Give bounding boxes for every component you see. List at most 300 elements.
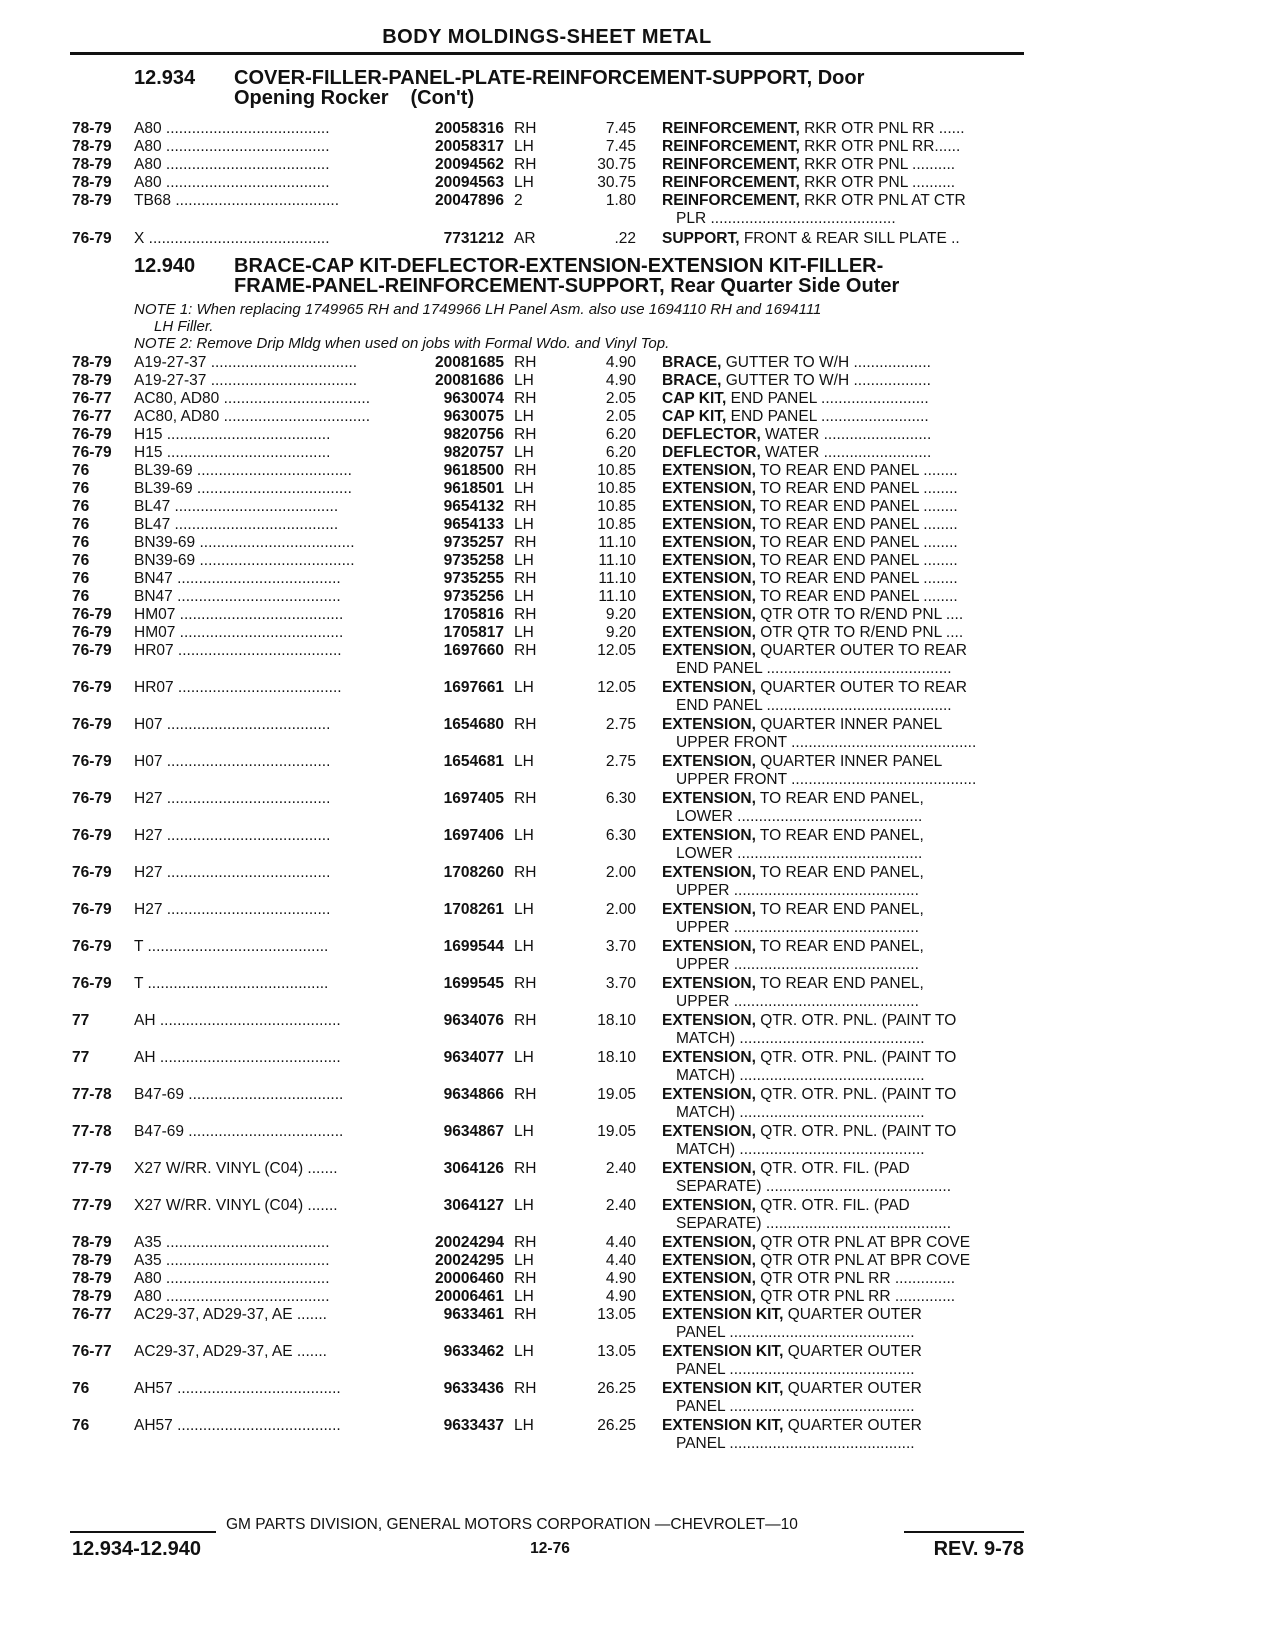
description-detail: QTR. OTR. FIL. (PAD [755,1197,910,1214]
price: 18.10 [597,1049,636,1066]
description-continued: UPPER FRONT ........................................... [676,771,977,788]
part-number: 20094563 [435,174,504,191]
footer-section-range: 12.934-12.940 [72,1538,202,1560]
description-continued: MATCH) ........................................... [676,1067,925,1084]
quantity: RH [514,498,537,515]
quantity: LH [514,552,534,569]
model-code: BN39-69 .................................... [134,552,355,569]
quantity: RH [514,156,537,173]
description-noun: EXTENSION, [662,1270,756,1287]
section-title-line2: Opening Rocker [234,87,389,109]
model-code: H27 ...................................... [134,864,331,881]
model-code: T .......................................... [134,975,329,992]
price: .22 [614,230,636,247]
description-continued: UPPER FRONT ........................................... [676,734,977,751]
price: 9.20 [605,606,636,623]
description-continued: UPPER ........................................... [676,956,919,973]
model-year: 77 [72,1012,90,1029]
model-year: 76 [72,462,90,479]
description-detail: FRONT & REAR SILL PLATE .. [739,230,960,247]
description-noun: EXTENSION, [662,827,756,844]
part-number: 1697661 [443,679,504,696]
description-continued: PLR ........................................... [676,210,896,227]
part-number: 9630074 [443,390,504,407]
description [662,790,1024,808]
part-number: 9735258 [443,552,504,569]
price: 4.90 [605,1270,636,1287]
part-number: 9654133 [443,516,504,533]
part-number: 9735255 [443,570,504,587]
price: 6.30 [605,790,636,807]
model-year: 78-79 [72,120,112,137]
description-detail: QTR. OTR. PNL. (PAINT TO [755,1123,957,1140]
description-noun: REINFORCEMENT, [662,138,800,155]
description-noun: EXTENSION, [662,534,756,551]
model-year: 77-79 [72,1160,112,1177]
description [662,975,1024,993]
description [662,864,1024,882]
quantity: RH [514,1086,537,1103]
model-year: 76 [72,1417,90,1434]
quantity: RH [514,120,537,137]
description-noun: EXTENSION, [662,975,756,992]
description-detail: RKR OTR PNL RR ...... [799,120,965,137]
quantity: RH [514,1012,537,1029]
description [662,552,1024,570]
description [662,1288,1024,1306]
model-code: H15 ...................................... [134,444,331,461]
description [662,192,1024,210]
description-noun: EXTENSION, [662,642,756,659]
description-noun: EXTENSION KIT, [662,1306,784,1323]
description [662,570,1024,588]
description-detail: QTR OTR PNL AT BPR COVE [755,1252,971,1269]
model-code: TB68 ...................................... [134,192,339,209]
quantity: LH [514,1049,534,1066]
description-detail: TO REAR END PANEL, [755,938,924,955]
description-detail: QTR OTR TO R/END PNL .... [755,606,964,623]
description [662,1252,1024,1270]
quantity: LH [514,444,534,461]
part-number: 9735256 [443,588,504,605]
price: 10.85 [597,516,636,533]
description-noun: EXTENSION, [662,790,756,807]
description-noun: EXTENSION, [662,1234,756,1251]
part-number: 1697406 [443,827,504,844]
price: 13.05 [597,1306,636,1323]
quantity: RH [514,354,537,371]
description-continued: UPPER ........................................... [676,993,919,1010]
part-number: 1699544 [443,938,504,955]
model-code: A19-27-37 .................................. [134,354,358,371]
quantity: LH [514,372,534,389]
description-detail: QUARTER OUTER TO REAR [755,679,967,696]
description-noun: CAP KIT, [662,390,727,407]
part-number: 1654681 [443,753,504,770]
description [662,498,1024,516]
model-code: AH .......................................... [134,1049,341,1066]
part-number: 9634076 [443,1012,504,1029]
model-year: 76-79 [72,901,112,918]
price: 12.05 [597,642,636,659]
price: 30.75 [597,174,636,191]
description-detail: TO REAR END PANEL, [755,790,924,807]
description [662,120,1024,138]
model-code: HR07 ...................................... [134,642,342,659]
model-year: 76 [72,480,90,497]
description-continued: SEPARATE) ........................................... [676,1178,952,1195]
model-year: 76 [72,498,90,515]
description-detail: GUTTER TO W/H .................. [721,372,931,389]
part-number: 9820757 [443,444,504,461]
quantity: RH [514,864,537,881]
model-year: 76-79 [72,938,112,955]
description-detail: TO REAR END PANEL ........ [755,534,958,551]
model-code: BL39-69 .................................... [134,462,352,479]
description-noun: DEFLECTOR, [662,426,761,443]
description [662,156,1024,174]
quantity: LH [514,480,534,497]
footer-rule-left [70,1531,216,1533]
quantity: RH [514,790,537,807]
price: 10.85 [597,462,636,479]
description-detail: QUARTER OUTER [783,1380,922,1397]
model-year: 76-79 [72,230,112,247]
description [662,354,1024,372]
model-year: 78-79 [72,174,112,191]
model-year: 76-79 [72,790,112,807]
part-number: 20024295 [435,1252,504,1269]
description-detail: RKR OTR PNL RR...... [799,138,961,155]
price: 26.25 [597,1417,636,1434]
model-year: 76-79 [72,679,112,696]
footer-publisher: GM PARTS DIVISION, GENERAL MOTORS CORPORATION —CHEVROLET—10 [226,1516,798,1533]
quantity: LH [514,1288,534,1305]
quantity: LH [514,827,534,844]
footer-revision: REV. 9-78 [933,1538,1024,1560]
model-year: 76-79 [72,642,112,659]
price: 11.10 [598,570,636,587]
model-code: BL47 ...................................... [134,498,339,515]
model-code: AC29-37, AD29-37, AE ....... [134,1343,327,1360]
price: 2.75 [605,716,636,733]
description [662,390,1024,408]
description-detail: QTR OTR PNL RR .............. [755,1288,956,1305]
model-code: A80 ...................................... [134,1288,330,1305]
model-code: A80 ...................................... [134,1270,330,1287]
model-code: A19-27-37 .................................. [134,372,358,389]
price: 4.40 [605,1234,636,1251]
section-title-line1: BRACE-CAP KIT-DEFLECTOR-EXTENSION-EXTENSION KIT-FILLER- [234,255,884,277]
part-number: 1708260 [443,864,504,881]
description-detail: TO REAR END PANEL, [755,864,924,881]
price: 3.70 [605,938,636,955]
model-code: BN39-69 .................................... [134,534,355,551]
price: 4.40 [605,1252,636,1269]
section-number: 12.934 [134,67,196,89]
quantity: RH [514,716,537,733]
model-year: 76-79 [72,426,112,443]
price: 2.75 [605,753,636,770]
description-detail: QTR OTR PNL RR .............. [755,1270,956,1287]
model-year: 76-77 [72,408,112,425]
description-continued: PANEL ........................................... [676,1435,915,1452]
description-continued: MATCH) ........................................... [676,1104,925,1121]
model-year: 76 [72,1380,90,1397]
description [662,901,1024,919]
description [662,1380,1024,1398]
model-year: 76 [72,516,90,533]
part-number: 9634866 [443,1086,504,1103]
description [662,426,1024,444]
description-continued: PANEL ........................................... [676,1398,915,1415]
description-noun: EXTENSION, [662,1197,756,1214]
description-noun: EXTENSION, [662,1049,756,1066]
part-number: 9633462 [443,1343,504,1360]
price: 11.10 [598,588,636,605]
model-code: A80 ...................................... [134,174,330,191]
description-continued: END PANEL ........................................... [676,697,952,714]
price: 4.90 [605,354,636,371]
description-detail: TO REAR END PANEL ........ [755,498,958,515]
quantity: LH [514,901,534,918]
model-code: BL39-69 .................................... [134,480,352,497]
part-number: 9633436 [443,1380,504,1397]
description-continued: PANEL ........................................... [676,1361,915,1378]
description [662,230,1024,248]
model-code: HR07 ...................................... [134,679,342,696]
part-number: 9633461 [443,1306,504,1323]
model-code: H27 ...................................... [134,790,331,807]
description-detail: TO REAR END PANEL, [755,975,924,992]
note-2: NOTE 2: Remove Drip Mldg when used on jobs with Formal Wdo. and Vinyl Top. [134,335,670,352]
model-code: H07 ...................................... [134,716,331,733]
price: 11.10 [598,534,636,551]
price: 11.10 [598,552,636,569]
part-number: 20006461 [435,1288,504,1305]
description-noun: DEFLECTOR, [662,444,761,461]
description-noun: EXTENSION, [662,462,756,479]
description-detail: QUARTER INNER PANEL [755,716,943,733]
description-continued: UPPER ........................................... [676,919,919,936]
model-code: AC80, AD80 .................................. [134,408,371,425]
price: 7.45 [605,120,636,137]
price: 9.20 [605,624,636,641]
quantity: RH [514,606,537,623]
description-noun: REINFORCEMENT, [662,156,800,173]
description [662,588,1024,606]
quantity: LH [514,1252,534,1269]
price: 2.05 [605,390,636,407]
price: 2.00 [605,864,636,881]
model-year: 76-77 [72,1306,112,1323]
description-continued: UPPER ........................................... [676,882,919,899]
description-noun: EXTENSION KIT, [662,1417,784,1434]
price: 13.05 [597,1343,636,1360]
description-continued: END PANEL ........................................... [676,660,952,677]
description-detail: WATER ......................... [760,444,932,461]
price: 6.30 [605,827,636,844]
description-noun: BRACE, [662,372,722,389]
part-number: 20081686 [435,372,504,389]
description-detail: QTR. OTR. PNL. (PAINT TO [755,1012,957,1029]
description-detail: QUARTER OUTER TO REAR [755,642,967,659]
model-code: BN47 ...................................... [134,570,341,587]
quantity: LH [514,679,534,696]
quantity: LH [514,1197,534,1214]
quantity: LH [514,588,534,605]
description-detail: TO REAR END PANEL ........ [755,480,958,497]
quantity: LH [514,938,534,955]
description-detail: TO REAR END PANEL, [755,901,924,918]
part-number: 20094562 [435,156,504,173]
model-code: H15 ...................................... [134,426,331,443]
price: 2.00 [605,901,636,918]
description [662,642,1024,660]
quantity: RH [514,642,537,659]
description-noun: EXTENSION, [662,498,756,515]
description-noun: EXTENSION, [662,588,756,605]
description-detail: RKR OTR PNL .......... [799,174,956,191]
part-number: 20058317 [435,138,504,155]
model-code: X27 W/RR. VINYL (C04) ....... [134,1160,338,1177]
part-number: 1705817 [443,624,504,641]
model-year: 76 [72,570,90,587]
price: 26.25 [597,1380,636,1397]
model-year: 76-79 [72,716,112,733]
model-year: 78-79 [72,1270,112,1287]
model-code: A80 ...................................... [134,156,330,173]
section-title-line1: COVER-FILLER-PANEL-PLATE-REINFORCEMENT-SUPPORT, Door [234,67,865,89]
quantity: RH [514,1380,537,1397]
model-year: 76-79 [72,975,112,992]
quantity: LH [514,753,534,770]
description-detail: RKR OTR PNL .......... [799,156,956,173]
model-code: X .......................................... [134,230,330,247]
description-detail: RKR OTR PNL AT CTR [799,192,966,209]
part-number: 20081685 [435,354,504,371]
model-year: 76-77 [72,1343,112,1360]
description [662,444,1024,462]
part-number: 7731212 [443,230,504,247]
description-noun: EXTENSION, [662,624,756,641]
quantity: RH [514,390,537,407]
description [662,1012,1024,1030]
description-noun: EXTENSION, [662,606,756,623]
model-year: 78-79 [72,1234,112,1251]
description-noun: EXTENSION, [662,901,756,918]
description [662,372,1024,390]
description-noun: REINFORCEMENT, [662,174,800,191]
model-code: AH .......................................... [134,1012,341,1029]
description [662,174,1024,192]
model-year: 76-79 [72,827,112,844]
model-year: 78-79 [72,372,112,389]
model-year: 77-78 [72,1123,112,1140]
description-continued: LOWER ........................................... [676,808,923,825]
part-number: 1697660 [443,642,504,659]
model-code: A35 ...................................... [134,1252,330,1269]
model-year: 76-79 [72,864,112,881]
model-year: 78-79 [72,1252,112,1269]
model-code: AH57 ...................................... [134,1417,341,1434]
description [662,138,1024,156]
model-code: T .......................................... [134,938,329,955]
model-code: BN47 ...................................... [134,588,341,605]
model-code: HM07 ...................................... [134,624,344,641]
price: 3.70 [605,975,636,992]
model-year: 76 [72,552,90,569]
description [662,624,1024,642]
quantity: RH [514,534,537,551]
model-code: AH57 ...................................... [134,1380,341,1397]
description-continued: SEPARATE) ........................................... [676,1215,952,1232]
price: 2.40 [605,1197,636,1214]
model-code: HM07 ...................................... [134,606,344,623]
quantity: RH [514,426,537,443]
quantity: RH [514,1270,537,1287]
model-year: 76 [72,534,90,551]
model-code: A80 ...................................... [134,120,330,137]
description-continued: MATCH) ........................................... [676,1141,925,1158]
price: 4.90 [605,1288,636,1305]
description-continued: LOWER ........................................... [676,845,923,862]
footer-page-number: 12-76 [530,1540,570,1557]
quantity: AR [514,230,536,247]
part-number: 9820756 [443,426,504,443]
part-number: 9618500 [443,462,504,479]
part-number: 1708261 [443,901,504,918]
description-noun: EXTENSION, [662,679,756,696]
model-code: BL47 ...................................... [134,516,339,533]
model-year: 78-79 [72,354,112,371]
section-continued: (Con't) [410,87,475,109]
price: 2.40 [605,1160,636,1177]
model-year: 78-79 [72,192,112,209]
description-noun: EXTENSION, [662,552,756,569]
quantity: LH [514,1343,534,1360]
model-code: A35 ...................................... [134,1234,330,1251]
price: 12.05 [597,679,636,696]
description-noun: EXTENSION, [662,1288,756,1305]
quantity: RH [514,570,537,587]
part-number: 20024294 [435,1234,504,1251]
part-number: 9618501 [443,480,504,497]
description [662,1086,1024,1104]
model-code: AC80, AD80 .................................. [134,390,371,407]
description [662,679,1024,697]
description-noun: EXTENSION, [662,570,756,587]
part-number: 9633437 [443,1417,504,1434]
description-detail: TO REAR END PANEL, [755,827,924,844]
quantity: LH [514,174,534,191]
header-rule [70,52,1024,55]
quantity: LH [514,1417,534,1434]
description-detail: QTR. OTR. PNL. (PAINT TO [755,1049,957,1066]
part-number: 1654680 [443,716,504,733]
description [662,516,1024,534]
part-number: 9634077 [443,1049,504,1066]
part-number: 20006460 [435,1270,504,1287]
price: 7.45 [605,138,636,155]
model-year: 76-77 [72,390,112,407]
description-detail: QTR OTR PNL AT BPR COVE [755,1234,971,1251]
price: 19.05 [597,1086,636,1103]
model-year: 76-79 [72,753,112,770]
model-year: 78-79 [72,1288,112,1305]
quantity: RH [514,462,537,479]
model-year: 76-79 [72,624,112,641]
